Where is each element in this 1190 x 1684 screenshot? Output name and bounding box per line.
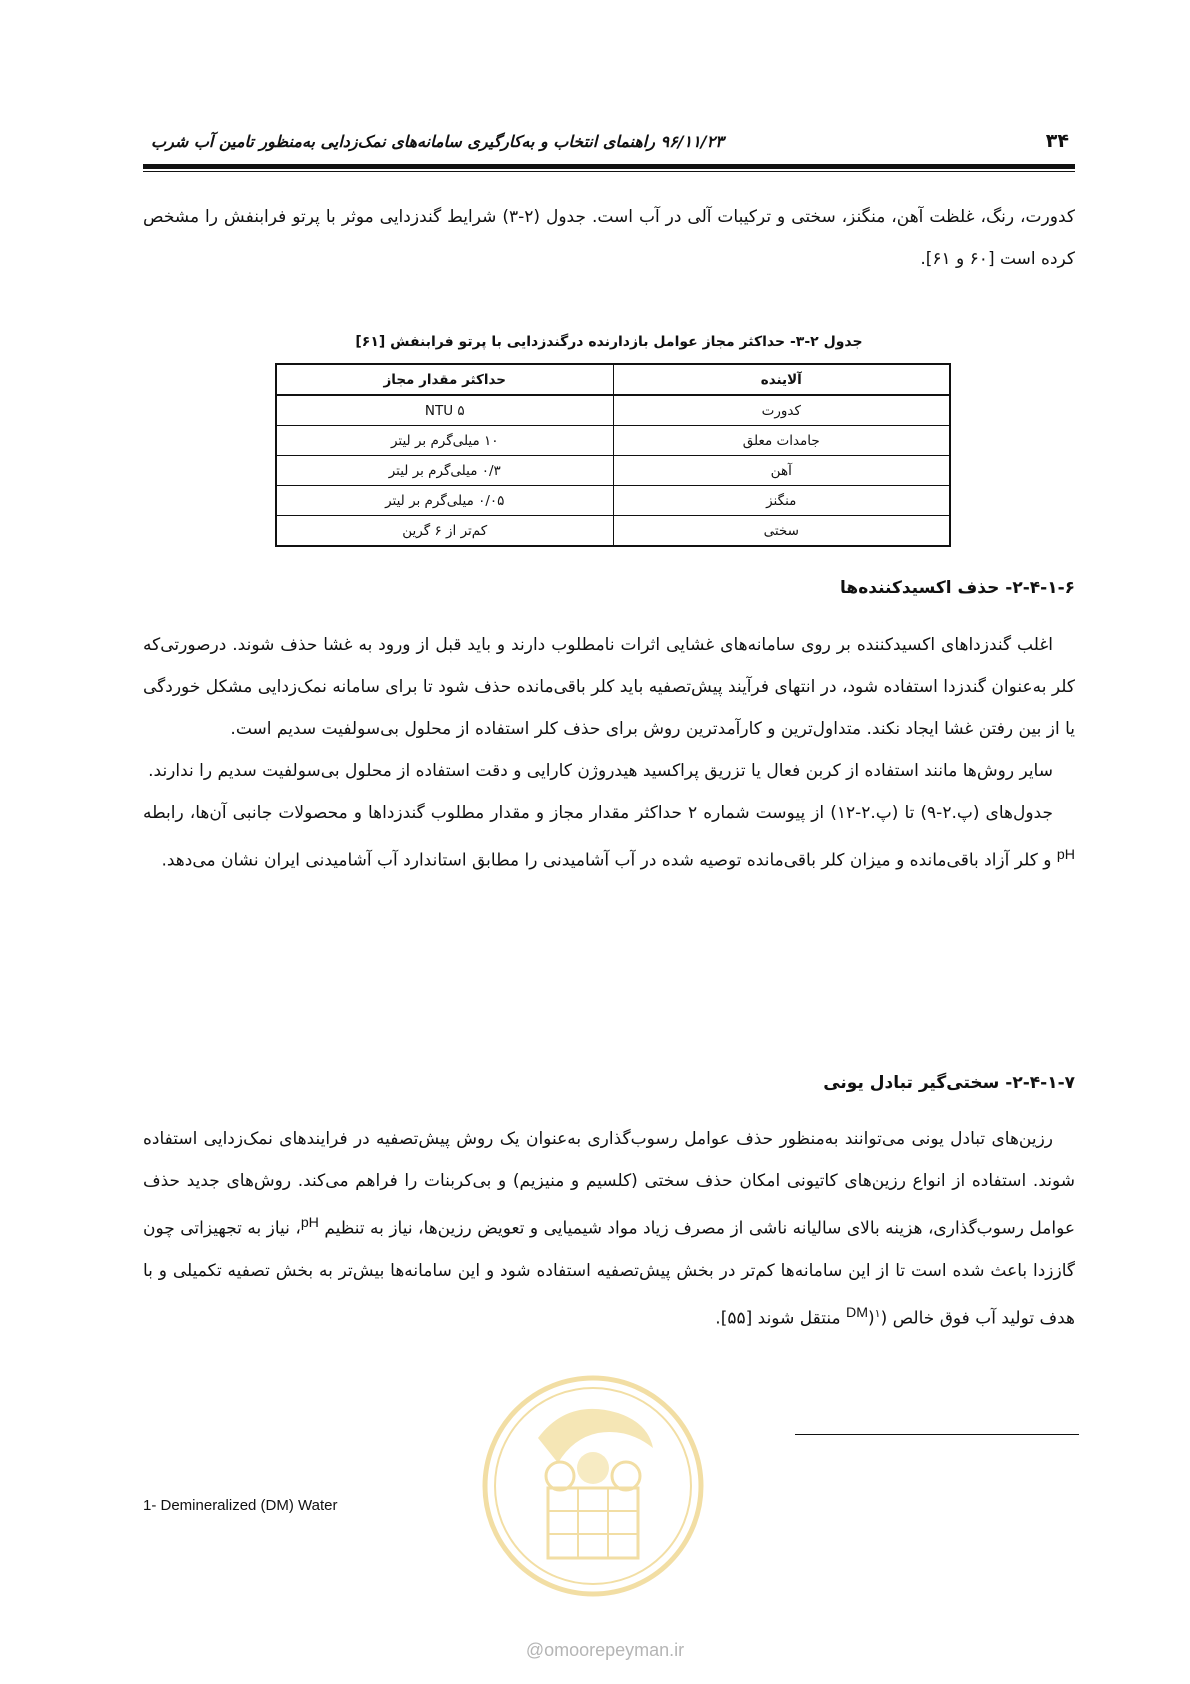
table-cell-pollutant: منگنز xyxy=(613,486,950,516)
table-row xyxy=(276,456,950,486)
ph-term: pH xyxy=(1056,847,1075,863)
page-number: ۳۴ xyxy=(1045,130,1069,152)
section-2-paragraph-part-1: رزین‌های تبادل یونی می‌توانند به‌منظور حذف عوامل رسوب‌گذاری به‌عنوان یک روش پیش‌تصفیه در فرایندهای نمک‌زدایی استفاده شوند. استفاده از انواع رزین‌های کاتیونی امکان حذف سختی (کلسیم و منیزیم) و بی‌کربنات را فراهم می‌کند. روش‌های جدید حذف عوامل رسوب‌گذاری، هزینه بالای سالیانه ناشی از مصرف زیاد مواد شیمیایی و تعویض رزین‌ها، نیاز به تنظیم xyxy=(143,1129,1075,1239)
section-1-body xyxy=(143,624,1075,882)
footnote-rule xyxy=(795,1434,1079,1435)
table-header-row xyxy=(276,364,950,395)
section-2-body xyxy=(143,1118,1075,1339)
section-1-paragraph-3 xyxy=(143,792,1075,882)
section-1-paragraph-3-part-2: و کلر آزاد باقی‌مانده و میزان کلر باقی‌مانده توصیه شده در آب آشامیدنی را مطابق استاندارد آب آشامیدنی ایران نشان می‌دهد. xyxy=(161,850,1057,871)
section-1-paragraph-3-part-1: جدول‌های (پ.۲-۹) تا (پ.۲-۱۲) از پیوست شماره ۲ حداکثر مقدار مجاز و مقدار مطلوب گندزداها و محصولات جانبی آن‌ها، رابطه xyxy=(143,803,1053,823)
section-heading-ion-exchange: ۲-۴-۱-۷- سختی‌گیر تبادل یونی xyxy=(823,1073,1075,1093)
footnote-mark: ۱ xyxy=(874,1306,881,1320)
table-row xyxy=(276,426,950,456)
header-rule xyxy=(143,164,1075,169)
intro-paragraph: کدورت، رنگ، غلظت آهن، منگنز، سختی و ترکیبات آلی در آب است. جدول (۲-۳) شرایط گندزدایی موثر با پرتو فرابنفش را مشخص کرده است [۶۰ و ۶۱]. xyxy=(143,207,1075,269)
table-cell-pollutant: کدورت xyxy=(613,395,950,426)
section-2-paragraph-part-2: ، نیاز به تجهیزاتی چون گاززدا باعث شده است تا از این سامانه‌ها کم‌تر در بخش پیش‌تصفیه استفاده شود و این سامانه‌ها بیش‌تر به بخش تصفیه تکمیلی و با هدف تولید آب فوق خالص ( xyxy=(143,1218,1075,1329)
table-cell-limit: ۰/۰۵ میلی‌گرم بر لیتر xyxy=(276,486,613,516)
intro-block xyxy=(143,196,1075,280)
ph-term: pH xyxy=(300,1215,319,1231)
table-header-pollutant: آلاینده xyxy=(613,364,950,395)
table-cell-limit: ۵ NTU xyxy=(276,395,613,426)
table-row xyxy=(276,395,950,426)
section-2-paragraph-part-4: منتقل شوند [۵۵]. xyxy=(715,1308,846,1329)
table-cell-pollutant: سختی xyxy=(613,516,950,547)
watermark-url: @omoorepeyman.ir xyxy=(525,1640,685,1660)
section-heading-oxidant-removal: ۲-۴-۱-۶- حذف اکسیدکننده‌ها xyxy=(840,578,1075,598)
watermark-logo-icon xyxy=(478,1368,708,1608)
table-cell-limit: ۰/۳ میلی‌گرم بر لیتر xyxy=(276,456,613,486)
header-rule-thin xyxy=(143,171,1075,172)
footnote: 1- Demineralized (DM) Water xyxy=(143,1497,338,1514)
dm-term: DM xyxy=(845,1304,868,1321)
table-cell-pollutant: جامدات معلق xyxy=(613,426,950,456)
section-2-paragraph-part-3: ) xyxy=(868,1308,875,1329)
table-cell-pollutant: آهن xyxy=(613,456,950,486)
table-row xyxy=(276,516,950,547)
section-2-paragraph xyxy=(143,1118,1075,1339)
section-1-paragraph-1: اغلب گندزداهای اکسیدکننده بر روی سامانه‌های غشایی اثرات نامطلوب دارند و باید قبل از ورود به غشا حذف شوند. درصورتی‌که کلر به‌عنوان گندزدا استفاده شود، در انتهای فرآیند پیش‌تصفیه باید کلر باقی‌مانده حذف شود تا برای سامانه نمک‌زدایی مشکل خوردگی یا از بین رفتن غشا ایجاد نکند. متداول‌ترین و کارآمدترین روش برای حذف کلر استفاده از محلول بی‌سولفیت سدیم است. xyxy=(143,635,1075,739)
table-header-limit: حداکثر مقدار مجاز xyxy=(276,364,613,395)
table-cell-limit: کم‌تر از ۶ گرین xyxy=(276,516,613,547)
table-caption: جدول ۲-۳- حداکثر مجاز عوامل بازدارنده درگندزدایی با پرتو فرابنفش [۶۱] xyxy=(355,334,863,350)
page-header xyxy=(143,124,1075,158)
table-cell-limit: ۱۰ میلی‌گرم بر لیتر xyxy=(276,426,613,456)
limits-table xyxy=(275,363,951,547)
running-title: ۹۶/۱۱/۲۳ راهنمای انتخاب و به‌کارگیری سامانه‌های نمک‌زدایی به‌منظور تامین آب شرب xyxy=(151,132,724,151)
section-1-paragraph-2: سایر روش‌ها مانند استفاده از کربن فعال یا تزریق پراکسید هیدروژن کارایی و دقت استفاده از محلول بی‌سولفیت سدیم را ندارند. xyxy=(148,761,1053,781)
table-row xyxy=(276,486,950,516)
